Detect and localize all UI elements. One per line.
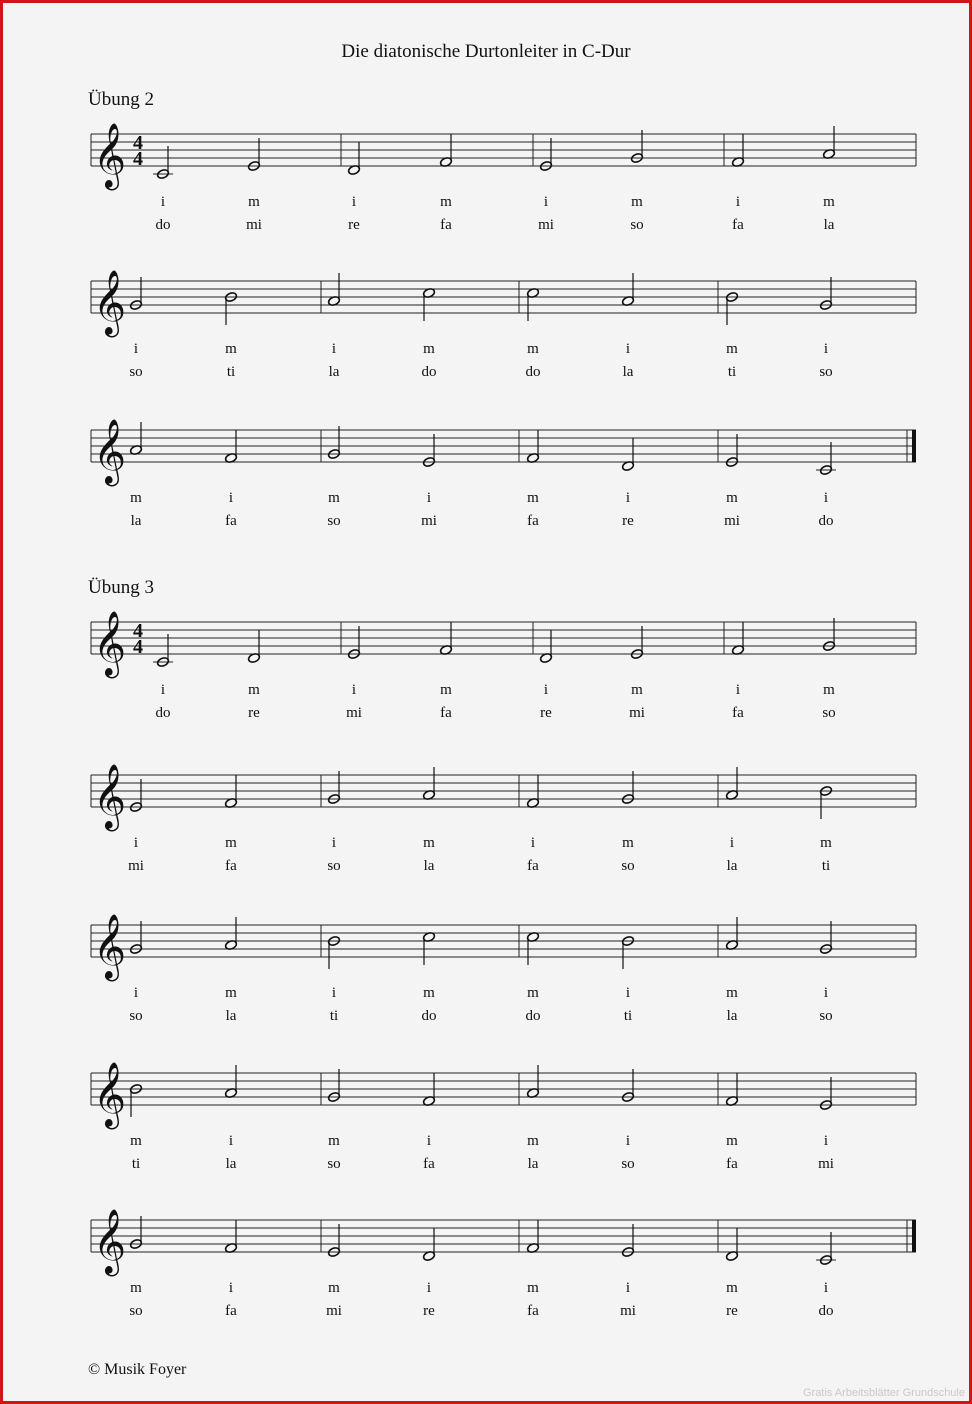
solfege-syllable: so bbox=[129, 364, 143, 380]
half-note bbox=[129, 779, 142, 813]
finger-label: m bbox=[423, 835, 435, 851]
half-note bbox=[224, 917, 237, 951]
solfege-syllable: mi bbox=[629, 705, 645, 721]
finger-label: i bbox=[625, 1280, 631, 1296]
treble-clef-icon: 𝄞 bbox=[93, 1062, 127, 1127]
half-note bbox=[224, 1065, 237, 1099]
finger-label: i bbox=[133, 985, 139, 1001]
finger-label: m bbox=[440, 194, 452, 210]
finger-label: i bbox=[625, 341, 631, 357]
finger-label: i bbox=[331, 985, 337, 1001]
solfege-syllable: ti bbox=[623, 1008, 633, 1024]
finger-label: i bbox=[426, 490, 432, 506]
solfege-syllable: so bbox=[327, 1156, 341, 1172]
finger-label: m bbox=[423, 341, 435, 357]
solfege-syllable: mi bbox=[346, 705, 362, 721]
half-note bbox=[153, 634, 173, 668]
half-note bbox=[819, 277, 832, 311]
copyright-notice: © Musik Foyer bbox=[88, 1361, 187, 1378]
half-note bbox=[422, 1228, 435, 1262]
half-note bbox=[327, 426, 340, 460]
finger-label: i bbox=[823, 985, 829, 1001]
staff-system bbox=[3, 390, 972, 529]
staff-system bbox=[3, 885, 972, 1024]
finger-label: i bbox=[735, 682, 741, 698]
treble-clef-icon: 𝄞 bbox=[93, 123, 127, 188]
half-note bbox=[439, 134, 452, 168]
half-note bbox=[129, 277, 142, 311]
solfege-syllable: do bbox=[421, 1008, 437, 1024]
solfege-syllable: fa bbox=[732, 705, 744, 721]
solfege-syllable: fa bbox=[440, 705, 452, 721]
solfege-syllable: re bbox=[348, 217, 360, 233]
finger-label: m bbox=[726, 490, 738, 506]
finger-label: m bbox=[130, 1280, 142, 1296]
finger-label: i bbox=[729, 835, 735, 851]
solfege-syllable: do bbox=[525, 364, 541, 380]
finger-label: m bbox=[248, 194, 260, 210]
solfege-syllable: re bbox=[248, 705, 260, 721]
final-barline-thick bbox=[912, 1220, 916, 1252]
finger-label: i bbox=[426, 1280, 432, 1296]
solfege-syllable: fa bbox=[225, 858, 237, 874]
finger-label: i bbox=[823, 1133, 829, 1149]
finger-label: m bbox=[622, 835, 634, 851]
solfege-syllable: fa bbox=[527, 513, 539, 529]
finger-label: i bbox=[625, 985, 631, 1001]
finger-label: m bbox=[328, 490, 340, 506]
finger-label: i bbox=[823, 1280, 829, 1296]
half-note bbox=[247, 138, 260, 172]
half-note bbox=[819, 1077, 832, 1111]
half-note bbox=[129, 921, 142, 955]
half-note bbox=[327, 771, 340, 805]
solfege-syllable: do bbox=[818, 513, 834, 529]
finger-label: i bbox=[160, 194, 166, 210]
finger-label: m bbox=[527, 1280, 539, 1296]
finger-label: i bbox=[530, 835, 536, 851]
staff-system bbox=[3, 241, 972, 380]
half-note bbox=[439, 622, 452, 656]
finger-label: m bbox=[726, 985, 738, 1001]
finger-label: m bbox=[328, 1133, 340, 1149]
solfege-syllable: ti bbox=[727, 364, 737, 380]
solfege-syllable: do bbox=[525, 1008, 541, 1024]
finger-label: i bbox=[331, 835, 337, 851]
finger-label: i bbox=[625, 1133, 631, 1149]
staff-system bbox=[3, 94, 972, 233]
finger-label: i bbox=[228, 490, 234, 506]
solfege-syllable: so bbox=[819, 364, 833, 380]
half-note bbox=[621, 935, 634, 969]
finger-label: m bbox=[225, 985, 237, 1001]
solfege-syllable: so bbox=[822, 705, 836, 721]
half-note bbox=[224, 775, 237, 809]
finger-label: m bbox=[631, 682, 643, 698]
solfege-syllable: mi bbox=[246, 217, 262, 233]
finger-label: i bbox=[543, 194, 549, 210]
solfege-syllable: so bbox=[327, 513, 341, 529]
solfege-syllable: fa bbox=[732, 217, 744, 233]
solfege-syllable: mi bbox=[128, 858, 144, 874]
half-note bbox=[224, 430, 237, 464]
half-note bbox=[539, 630, 552, 664]
finger-label: m bbox=[130, 490, 142, 506]
solfege-syllable: la bbox=[225, 1156, 237, 1172]
finger-label: m bbox=[631, 194, 643, 210]
treble-clef-icon: 𝄞 bbox=[93, 914, 127, 979]
solfege-syllable: do bbox=[818, 1303, 834, 1319]
half-note bbox=[822, 618, 835, 652]
treble-clef-icon: 𝄞 bbox=[93, 611, 127, 676]
finger-label: i bbox=[543, 682, 549, 698]
finger-label: m bbox=[527, 490, 539, 506]
solfege-syllable: so bbox=[129, 1303, 143, 1319]
solfege-syllable: mi bbox=[818, 1156, 834, 1172]
half-note bbox=[731, 134, 744, 168]
finger-label: i bbox=[160, 682, 166, 698]
half-note bbox=[725, 291, 738, 325]
half-note bbox=[422, 287, 435, 321]
half-note bbox=[327, 1069, 340, 1103]
finger-label: m bbox=[726, 1133, 738, 1149]
half-note bbox=[539, 138, 552, 172]
exercise-heading-uebung-3: Übung 3 bbox=[88, 577, 154, 598]
finger-label: i bbox=[823, 341, 829, 357]
finger-label: m bbox=[527, 985, 539, 1001]
solfege-syllable: la bbox=[225, 1008, 237, 1024]
solfege-syllable: ti bbox=[131, 1156, 141, 1172]
half-note bbox=[630, 130, 643, 164]
half-note bbox=[422, 434, 435, 468]
solfege-syllable: so bbox=[327, 858, 341, 874]
solfege-syllable: la bbox=[726, 1008, 738, 1024]
half-note bbox=[526, 931, 539, 965]
half-note bbox=[816, 442, 836, 476]
staff-system bbox=[3, 735, 972, 874]
finger-label: m bbox=[423, 985, 435, 1001]
half-note bbox=[621, 771, 634, 805]
page-title: Die diatonische Durtonleiter in C-Dur bbox=[341, 41, 631, 62]
finger-label: i bbox=[133, 835, 139, 851]
solfege-syllable: fa bbox=[423, 1156, 435, 1172]
solfege-syllable: fa bbox=[225, 513, 237, 529]
finger-label: i bbox=[426, 1133, 432, 1149]
half-note bbox=[327, 935, 340, 969]
half-note bbox=[819, 785, 832, 819]
finger-label: i bbox=[331, 341, 337, 357]
time-signature-denominator: 4 bbox=[133, 148, 143, 170]
solfege-syllable: mi bbox=[538, 217, 554, 233]
half-note bbox=[422, 1073, 435, 1107]
solfege-syllable: so bbox=[129, 1008, 143, 1024]
half-note bbox=[526, 775, 539, 809]
solfege-syllable: do bbox=[155, 705, 171, 721]
finger-label: i bbox=[735, 194, 741, 210]
finger-label: i bbox=[625, 490, 631, 506]
solfege-syllable: ti bbox=[226, 364, 236, 380]
half-note bbox=[621, 1224, 634, 1258]
solfege-syllable: fa bbox=[527, 1303, 539, 1319]
solfege-syllable: so bbox=[621, 1156, 635, 1172]
solfege-syllable: la bbox=[622, 364, 634, 380]
treble-clef-icon: 𝄞 bbox=[93, 764, 127, 829]
solfege-syllable: la bbox=[823, 217, 835, 233]
solfege-syllable: so bbox=[819, 1008, 833, 1024]
finger-label: m bbox=[726, 1280, 738, 1296]
solfege-syllable: la bbox=[328, 364, 340, 380]
half-note bbox=[422, 767, 435, 801]
staff-system bbox=[3, 1033, 972, 1172]
solfege-syllable: fa bbox=[225, 1303, 237, 1319]
finger-label: m bbox=[820, 835, 832, 851]
finger-label: m bbox=[527, 341, 539, 357]
treble-clef-icon: 𝄞 bbox=[93, 270, 127, 335]
time-signature-numerator: 4 bbox=[133, 620, 143, 642]
half-note bbox=[725, 1073, 738, 1107]
finger-label: i bbox=[823, 490, 829, 506]
treble-clef-icon: 𝄞 bbox=[93, 1209, 127, 1274]
finger-label: m bbox=[130, 1133, 142, 1149]
half-note bbox=[129, 422, 142, 456]
time-signature-denominator: 4 bbox=[133, 636, 143, 658]
half-note bbox=[621, 273, 634, 307]
solfege-syllable: la bbox=[726, 858, 738, 874]
staff-system bbox=[3, 582, 972, 721]
half-note bbox=[526, 1065, 539, 1099]
solfege-syllable: mi bbox=[620, 1303, 636, 1319]
solfege-syllable: re bbox=[423, 1303, 435, 1319]
half-note bbox=[153, 146, 173, 180]
half-note bbox=[526, 430, 539, 464]
time-signature-numerator: 4 bbox=[133, 132, 143, 154]
solfege-syllable: re bbox=[540, 705, 552, 721]
finger-label: i bbox=[133, 341, 139, 357]
half-note bbox=[725, 917, 738, 951]
solfege-syllable: ti bbox=[329, 1008, 339, 1024]
half-note bbox=[347, 626, 360, 660]
solfege-syllable: la bbox=[423, 858, 435, 874]
solfege-syllable: so bbox=[630, 217, 644, 233]
half-note bbox=[819, 921, 832, 955]
finger-label: i bbox=[228, 1133, 234, 1149]
finger-label: m bbox=[248, 682, 260, 698]
half-note bbox=[621, 438, 634, 472]
half-note bbox=[725, 434, 738, 468]
finger-label: i bbox=[351, 194, 357, 210]
solfege-syllable: la bbox=[527, 1156, 539, 1172]
half-note bbox=[224, 291, 237, 325]
solfege-syllable: fa bbox=[527, 858, 539, 874]
solfege-syllable: la bbox=[130, 513, 142, 529]
solfege-syllable: ti bbox=[821, 858, 831, 874]
solfege-syllable: re bbox=[622, 513, 634, 529]
finger-label: m bbox=[440, 682, 452, 698]
solfege-syllable: so bbox=[621, 858, 635, 874]
exercise-heading-uebung-2: Übung 2 bbox=[88, 89, 154, 110]
finger-label: m bbox=[225, 835, 237, 851]
finger-label: m bbox=[225, 341, 237, 357]
half-note bbox=[725, 1228, 738, 1262]
half-note bbox=[224, 1220, 237, 1254]
half-note bbox=[621, 1069, 634, 1103]
finger-label: m bbox=[726, 341, 738, 357]
solfege-syllable: re bbox=[726, 1303, 738, 1319]
finger-label: m bbox=[823, 682, 835, 698]
solfege-syllable: mi bbox=[724, 513, 740, 529]
finger-label: i bbox=[351, 682, 357, 698]
solfege-syllable: do bbox=[421, 364, 437, 380]
finger-label: i bbox=[228, 1280, 234, 1296]
half-note bbox=[731, 622, 744, 656]
half-note bbox=[129, 1083, 142, 1117]
half-note bbox=[347, 142, 360, 176]
half-note bbox=[822, 126, 835, 160]
half-note bbox=[526, 1220, 539, 1254]
half-note bbox=[422, 931, 435, 965]
solfege-syllable: fa bbox=[726, 1156, 738, 1172]
solfege-syllable: do bbox=[155, 217, 171, 233]
solfege-syllable: mi bbox=[421, 513, 437, 529]
solfege-syllable: mi bbox=[326, 1303, 342, 1319]
half-note bbox=[630, 626, 643, 660]
half-note bbox=[327, 273, 340, 307]
half-note bbox=[725, 767, 738, 801]
staff-system bbox=[3, 1180, 972, 1319]
finger-label: m bbox=[527, 1133, 539, 1149]
half-note bbox=[129, 1216, 142, 1250]
half-note bbox=[247, 630, 260, 664]
treble-clef-icon: 𝄞 bbox=[93, 419, 127, 484]
half-note bbox=[816, 1232, 836, 1266]
half-note bbox=[327, 1224, 340, 1258]
finger-label: m bbox=[328, 1280, 340, 1296]
finger-label: m bbox=[823, 194, 835, 210]
half-note bbox=[526, 287, 539, 321]
final-barline-thick bbox=[912, 430, 916, 462]
watermark: Gratis Arbeitsblätter Grundschule bbox=[802, 1387, 965, 1399]
solfege-syllable: fa bbox=[440, 217, 452, 233]
